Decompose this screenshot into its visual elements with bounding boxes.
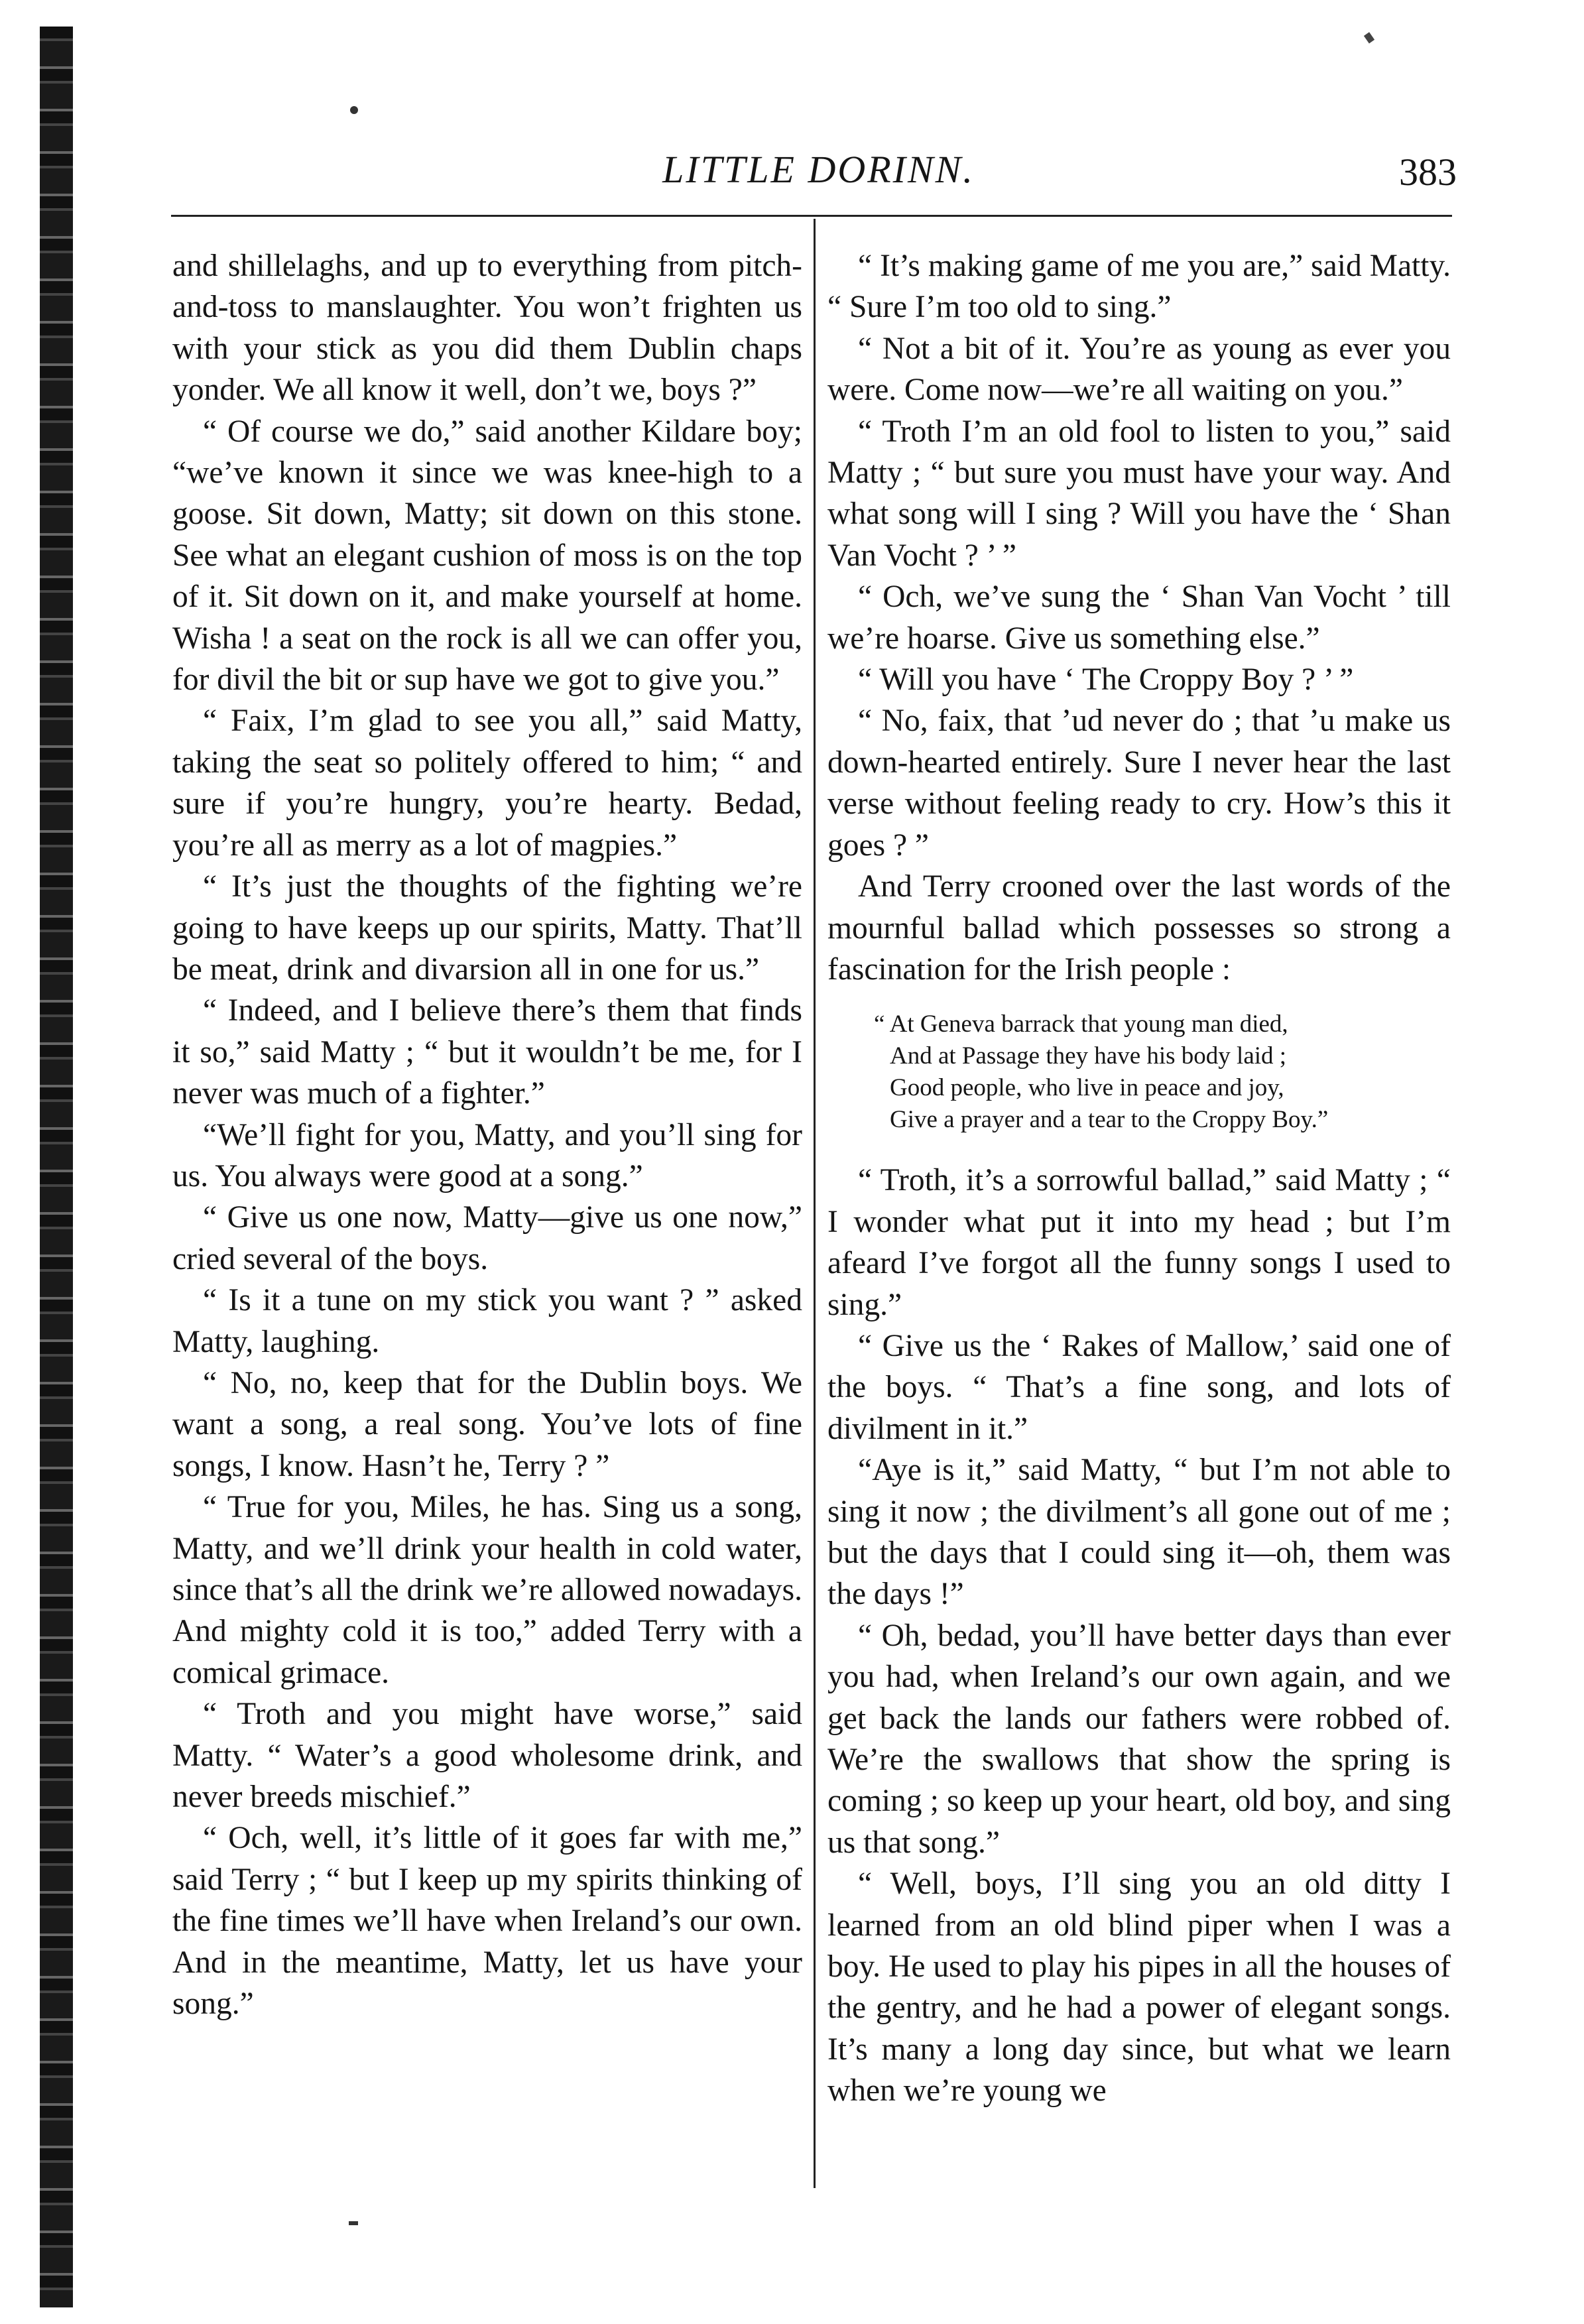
- ink-speck: [349, 2221, 358, 2225]
- paragraph: “ Is it a tune on my stick you want ? ” asked Matty, laughing.: [172, 1283, 802, 1359]
- running-head: [0, 147, 1584, 200]
- paragraph: and shillelaghs, and up to everything from pitch-and-toss to manslaughter. You won’t frighten us with your stick as you did them Dublin chaps yonder. We all know it well, don’t we, boys ?”: [172, 249, 802, 408]
- paragraph: “ Well, boys, I’ll sing you an old ditty I learned from an old blind piper when I was a boy. He used to play his pipes in all the houses of the gentry, and he had a power of elegant songs. It’s many a long day since, but what we learn when we’re young we: [827, 1866, 1451, 2109]
- ink-speck: [1364, 32, 1374, 43]
- paragraph: “ Och, well, it’s little of it goes far with me,” said Terry ; “ but I keep up my spirits thinking of the fine times we’ll have when Ireland’s our own. And in the meantime, Matty, let us have your song.”: [172, 1821, 802, 2022]
- verse-line: “ At Geneva barrack that young man died,: [874, 1010, 1288, 1038]
- page-binding-edge: [40, 27, 73, 2307]
- paragraph: “ Troth, it’s a sorrowful ballad,” said Matty ; “ I wonder what put it into my head ; but I’m afeard I’ve forgot all the funny songs I used to sing.”: [827, 1163, 1451, 1322]
- paragraph: “ It’s making game of me you are,” said Matty. “ Sure I’m too old to sing.”: [827, 249, 1451, 325]
- paragraph: “ Troth I’m an old fool to listen to you,” said Matty ; “ but sure you must have your way. And what song will I sing ? Will you have the ‘ Shan Van Vocht ? ’ ”: [827, 414, 1451, 573]
- left-column: [172, 245, 802, 2024]
- right-column: [827, 245, 1451, 2112]
- paragraph: “ Give us the ‘ Rakes of Mallow,’ said one of the boys. “ That’s a fine song, and lots of divilment in it.”: [827, 1328, 1451, 1446]
- paragraph: “ Troth and you might have worse,” said Matty. “ Water’s a good wholesome drink, and never breeds mischief.”: [172, 1697, 802, 1815]
- paragraph: “ Of course we do,” said another Kildare boy; “we’ve known it since we was knee-high to a goose. Sit down, Matty; sit down on this stone. See what an elegant cushion of moss is on the top of it. Sit down on it, and make yourself at home. Wisha ! a seat on the rock is all we can offer you, for divil the bit or sup have we got to give you.”: [172, 414, 802, 698]
- paragraph: “ True for you, Miles, he has. Sing us a song, Matty, and we’ll drink your health in cold water, since that’s all the drink we’re allowed nowadays. And mighty cold it is too,” added Terry with a comical grimace.: [172, 1490, 802, 1690]
- paragraph: “ Och, we’ve sung the ‘ Shan Van Vocht ’ till we’re hoarse. Give us something else.”: [827, 580, 1451, 656]
- paragraph: “ It’s just the thoughts of the fighting we’re going to have keeps up our spirits, Matty. That’ll be meat, drink and divarsion all in one for us.”: [172, 869, 802, 987]
- verse-line: Good people, who live in peace and joy,: [890, 1074, 1284, 1102]
- paragraph: “ No, no, keep that for the Dublin boys. We want a song, a real song. You’ve lots of fine songs, I know. Hasn’t he, Terry ? ”: [172, 1365, 802, 1483]
- verse-line: Give a prayer and a tear to the Croppy Boy.”: [890, 1106, 1329, 1134]
- column-divider: [814, 219, 816, 2188]
- paragraph: “ Not a bit of it. You’re as young as ever you were. Come now—we’re all waiting on you.”: [827, 331, 1451, 408]
- header-rule: [171, 215, 1452, 217]
- ink-speck: [350, 106, 358, 114]
- running-title: LITTLE DORINN.: [662, 148, 975, 191]
- paragraph: “We’ll fight for you, Matty, and you’ll sing for us. You always were good at a song.”: [172, 1117, 802, 1193]
- verse-line: And at Passage they have his body laid ;: [890, 1042, 1287, 1070]
- paragraph: “ Oh, bedad, you’ll have better days than ever you had, when Ireland’s our own again, and we get back the lands our fathers were robbed of. We’re the swallows that show the spring is coming ; so keep up your heart, old boy, and sing us that song.”: [827, 1618, 1451, 1860]
- verse-block: [827, 1009, 1451, 1136]
- page-number: 383: [1399, 151, 1457, 194]
- paragraph: “ Indeed, and I believe there’s them that finds it so,” said Matty ; “ but it wouldn’t be me, for I never was much of a fighter.”: [172, 993, 802, 1111]
- paragraph: And Terry crooned over the last words of the mournful ballad which possesses so strong a fascination for the Irish people :: [827, 869, 1451, 987]
- paragraph: “ Faix, I’m glad to see you all,” said Matty, taking the seat so politely offered to him; “ and sure if you’re hungry, you’re hearty. Bedad, you’re all as merry as a lot of magpies.”: [172, 703, 802, 863]
- paragraph: “ Will you have ‘ The Croppy Boy ? ’ ”: [858, 662, 1354, 698]
- paragraph: “ No, faix, that ’ud never do ; that ’u make us down-hearted entirely. Sure I never hear the last verse without feeling ready to cry. How’s this it goes ? ”: [827, 703, 1451, 863]
- paragraph: “Aye is it,” said Matty, “ but I’m not able to sing it now ; the divilment’s all gone out of me ; but the days that I could sing it—oh, them was the days !”: [827, 1453, 1451, 1612]
- paragraph: “ Give us one now, Matty—give us one now,” cried several of the boys.: [172, 1200, 802, 1276]
